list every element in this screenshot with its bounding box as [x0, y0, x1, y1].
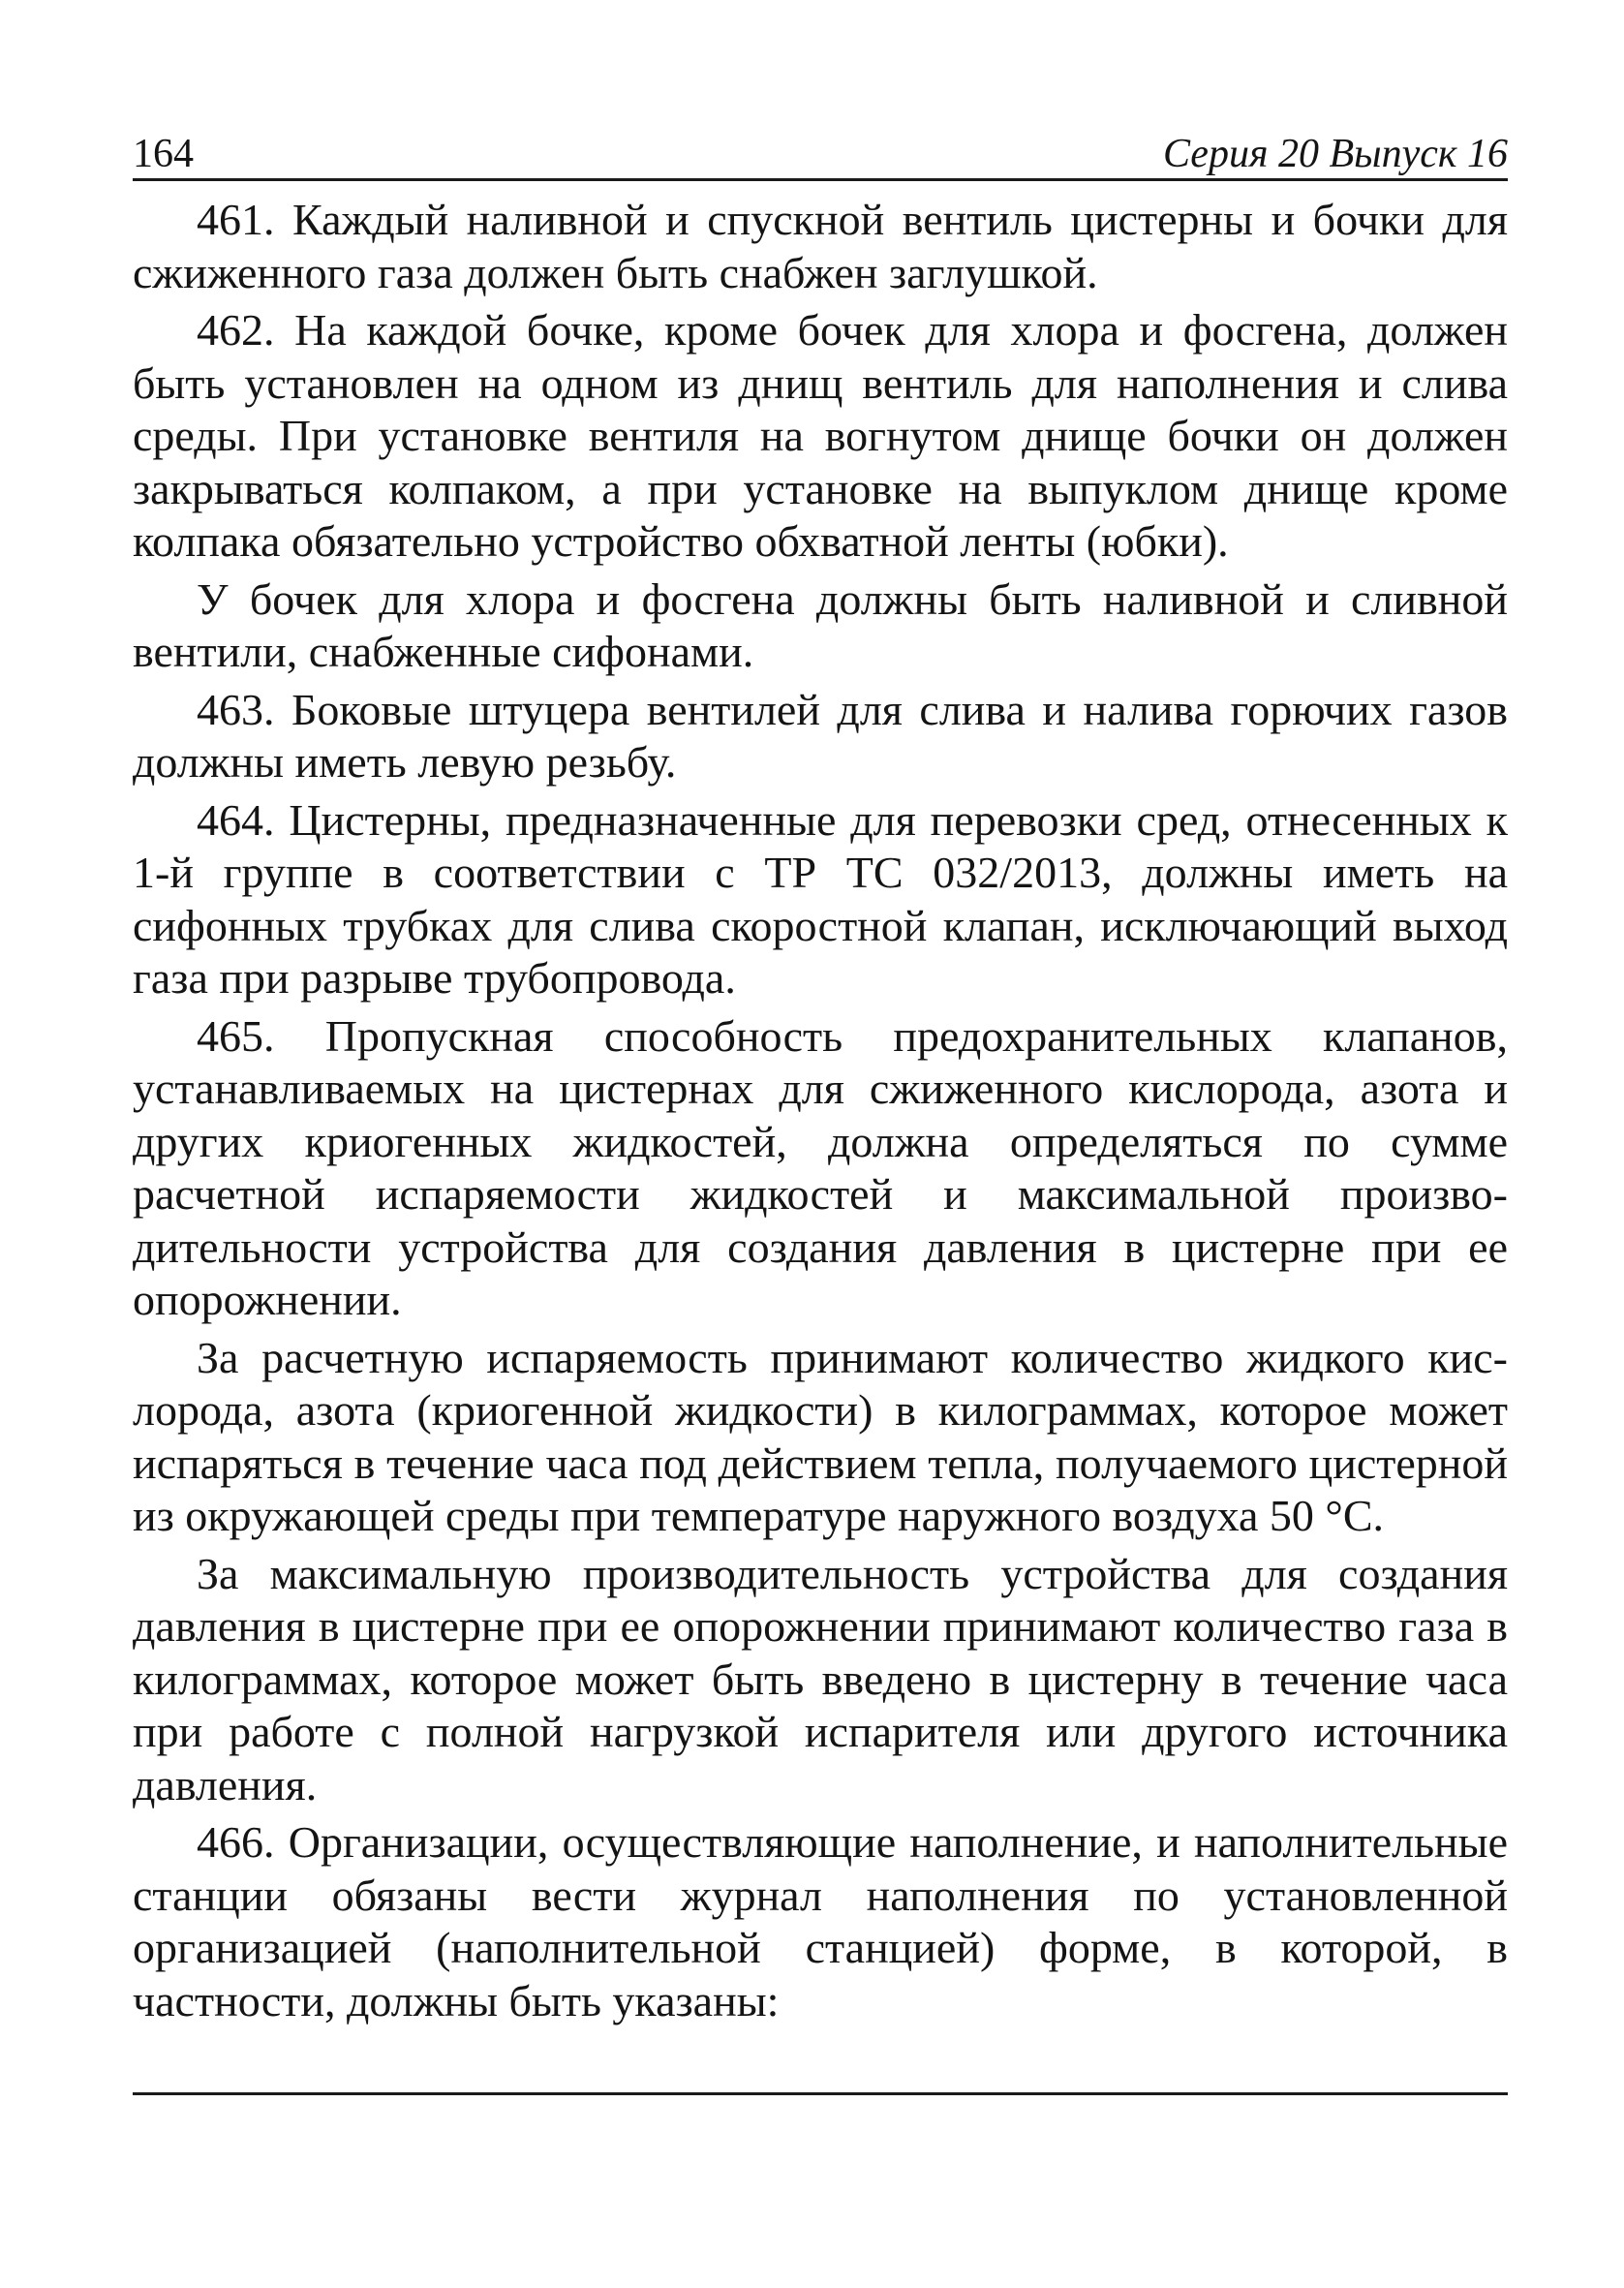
- page-header: [133, 118, 1508, 181]
- paragraph-461: 461. Каждый наливной и спускной вентиль цистерны и бочки для сжиженного газа должен быть снабжен заглушкой.: [133, 195, 1508, 297]
- page-number: 164: [133, 132, 194, 176]
- paragraph-465-evaporation: За расчетную испаряемость принимают количество жидкого кислорода, азота (криогенной жидкости) в килограммах, которое может испаряться в течение часа под действием тепла, получаемого цистерной из окружающей среды при температуре наружного воздуха 50 °С.: [133, 1332, 1508, 1540]
- body-text: [133, 194, 1508, 2027]
- paragraph-465: 465. Пропускная способность предохранительных клапанов, устанавливаемых на цистернах для сжиженного кислорода, азота и других криогенных жидкостей, должна определяться по сумме расчетной испаряемости жидкостей и максимальной производительности устройства для создания давления в цистерне при ее опорожнении.: [133, 1010, 1508, 1324]
- bottom-rule: [133, 2092, 1508, 2095]
- paragraph-466: 466. Организации, осуществляющие наполнение, и наполнительные станции обязаны вести журнал наполнения по установленной организацией (наполнительной станцией) форме, в которой, в частности, должны быть указаны:: [133, 1817, 1508, 2025]
- paragraph-464: 464. Цистерны, предназначенные для перевозки сред, отнесенных к 1-й группе в соответствии с ТР ТС 032/2013, должны иметь на сифонных трубках для слива скоростной клапан, исключающий выход газа при разрыве трубопровода.: [133, 794, 1508, 1003]
- paragraph-462-chlorine-phosgene: У бочек для хлора и фосгена должны быть наливной и сливной вентили, снабженные сифонами.: [133, 573, 1508, 676]
- running-head: Серия 20 Выпуск 16: [1163, 132, 1508, 176]
- paragraph-465-max-capacity: За максимальную производительность устройства для создания давления в цистерне при ее опорожнении принимают количество газа в килограммах, которое может быть введено в цистерну в течение часа при работе с полной нагрузкой испарителя или другого источника давления.: [133, 1548, 1508, 1809]
- paragraph-462: 462. На каждой бочке, кроме бочек для хлора и фосгена, должен быть установлен на одном из днищ вентиль для наполнения и слива среды. При установке вентиля на вогнутом днище бочки он должен закрываться колпаком, а при установке на выпуклом днище кроме колпака обязательно устройство обхватной ленты (юбки).: [133, 305, 1508, 566]
- paragraph-463: 463. Боковые штуцера вентилей для слива и налива горючих газов должны иметь левую резьбу.: [133, 684, 1508, 787]
